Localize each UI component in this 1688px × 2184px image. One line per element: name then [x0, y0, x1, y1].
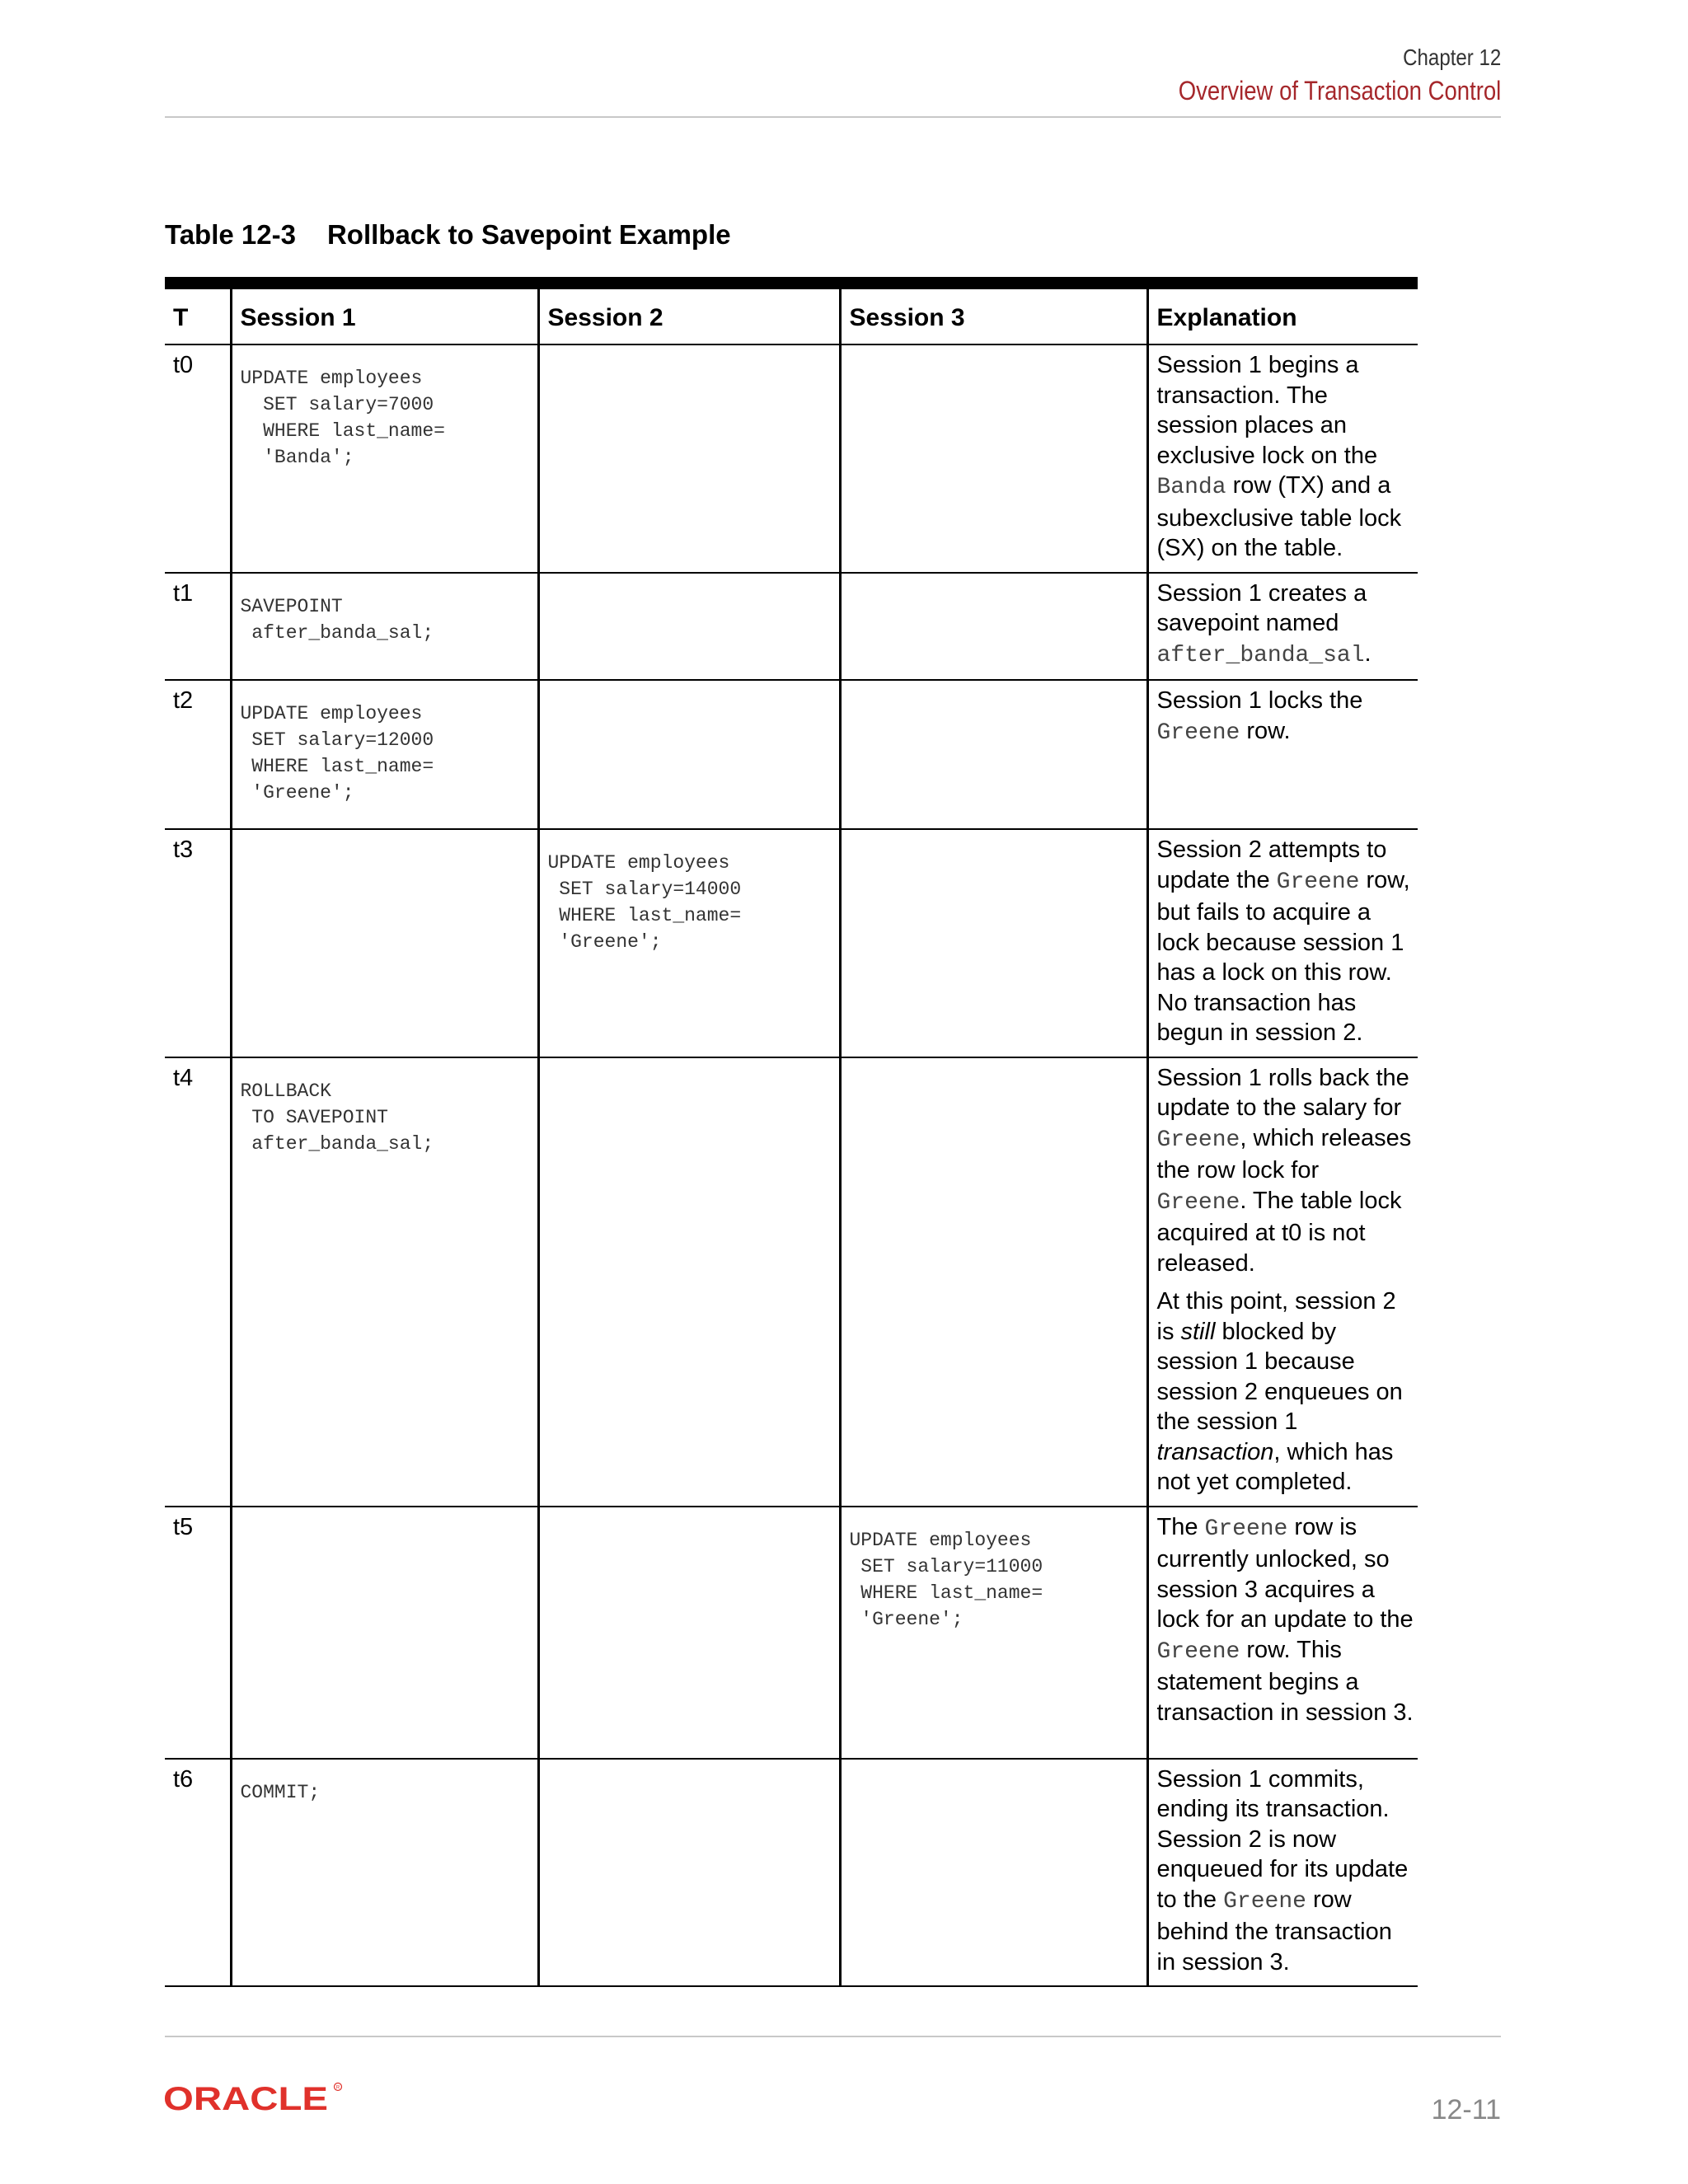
time-cell — [165, 573, 231, 681]
session-2-cell — [538, 1759, 840, 1987]
explanation-fragment: . The table lock acquired at t0 is not released. — [1156, 1187, 1402, 1277]
oracle-logo — [163, 2082, 345, 2116]
sql-code: ROLLBACK TO SAVEPOINT after_banda_sal; — [240, 1080, 434, 1155]
time-label: t1 — [173, 579, 194, 607]
header-divider — [165, 116, 1501, 118]
explanation-paragraph — [1157, 1765, 1415, 1978]
explanation-fragment: Session 2 attempts to update the — [1156, 837, 1387, 893]
time-cell — [165, 1057, 231, 1507]
session-3-cell — [840, 344, 1147, 573]
inline-code: Greene — [1223, 1888, 1306, 1915]
page-number: 12-11 — [1431, 2094, 1501, 2125]
inline-code: Greene — [1276, 869, 1360, 895]
session-3-cell — [840, 1057, 1147, 1507]
explanation-cell — [1147, 1057, 1418, 1507]
table-title-text: Rollback to Savepoint Example — [326, 219, 731, 250]
explanation-paragraph — [1157, 1063, 1415, 1279]
table-row — [165, 344, 1418, 573]
explanation-cell — [1147, 680, 1418, 829]
inline-code: Greene — [1156, 719, 1240, 746]
explanation-fragment: row (TX) and a subexclusive table lock (SX) on the table. — [1156, 472, 1402, 561]
time-cell — [165, 344, 231, 573]
session-2-cell — [538, 1057, 840, 1507]
time-cell — [165, 1759, 231, 1987]
explanation-fragment: Session 1 commits, ending its transaction. Session 2 is now enqueued for its update to the — [1156, 1765, 1409, 1913]
explanation-cell — [1147, 573, 1418, 681]
explanation-fragment: Session 1 begins a transaction. The session places an exclusive lock on the — [1156, 352, 1378, 469]
column-header-t: T — [165, 284, 231, 345]
explanation-cell — [1147, 829, 1418, 1057]
explanation-cell — [1147, 1507, 1418, 1759]
explanation-fragment: The — [1156, 1513, 1205, 1540]
column-header-session-2: Session 2 — [538, 284, 840, 345]
explanation-paragraph — [1157, 350, 1415, 564]
explanation-fragment: , which has not yet completed. — [1156, 1438, 1394, 1495]
time-label: t4 — [173, 1064, 194, 1091]
column-header-session-3: Session 3 — [840, 284, 1147, 345]
explanation-text — [1149, 1058, 1418, 1506]
session-1-cell — [231, 573, 538, 681]
sql-code: UPDATE employees SET salary=11000 WHERE last_name= 'Greene'; — [849, 1529, 1043, 1630]
explanation-fragment: row, but fails to acquire a lock because session 1 has a lock on this row. No transaction has begun in session 2. — [1156, 866, 1410, 1046]
table-row — [165, 680, 1418, 829]
footer-divider — [165, 2036, 1501, 2037]
rollback-table — [165, 277, 1418, 1987]
explanation-fragment: row. This statement begins a transaction in session 3. — [1156, 1636, 1414, 1726]
table-row — [165, 1507, 1418, 1759]
explanation-fragment: row. — [1240, 717, 1291, 744]
explanation-fragment: At this point, session 2 is — [1156, 1288, 1396, 1345]
sql-code: UPDATE employees SET salary=14000 WHERE last_name= 'Greene'; — [547, 852, 742, 953]
table-body — [165, 344, 1418, 1986]
explanation-text — [1149, 1507, 1418, 1736]
session-1-cell — [231, 1507, 538, 1759]
table-header-row — [165, 284, 1418, 345]
inline-code: Greene — [1156, 1638, 1240, 1665]
time-label: t3 — [173, 837, 194, 863]
explanation-text — [1149, 830, 1418, 1057]
time-cell — [165, 680, 231, 829]
explanation-fragment: Session 1 rolls back the update to the salary for — [1156, 1064, 1409, 1121]
session-3-cell — [840, 573, 1147, 681]
inline-code: after_banda_sal — [1156, 642, 1365, 668]
inline-code: Greene — [1156, 1189, 1240, 1216]
svg-text:R: R — [335, 2085, 340, 2091]
session-1-cell — [231, 344, 538, 573]
page-header — [1126, 43, 1501, 108]
session-3-cell — [840, 829, 1147, 1057]
time-label: t6 — [173, 1765, 194, 1793]
explanation-text — [1149, 681, 1418, 757]
session-1-cell — [231, 1057, 538, 1507]
table-row — [165, 1057, 1418, 1507]
inline-code: Greene — [1204, 1516, 1288, 1542]
time-cell — [165, 1507, 231, 1759]
explanation-fragment: blocked by session 1 because session 2 enqueues on the session 1 — [1156, 1318, 1403, 1435]
emphasis: still — [1180, 1318, 1216, 1345]
column-header-session-1: Session 1 — [231, 284, 538, 345]
explanation-cell — [1147, 1759, 1418, 1987]
column-header-explanation: Explanation — [1147, 284, 1418, 345]
explanation-text — [1149, 345, 1418, 572]
explanation-fragment: Session 1 locks the — [1156, 687, 1363, 714]
time-label: t0 — [173, 352, 194, 378]
session-1-cell — [231, 1759, 538, 1987]
session-2-cell — [538, 829, 840, 1057]
time-label: t2 — [173, 687, 194, 714]
table-row — [165, 1759, 1418, 1987]
table-row — [165, 573, 1418, 681]
explanation-cell — [1147, 344, 1418, 573]
session-1-cell — [231, 680, 538, 829]
explanation-fragment: row behind the transaction in session 3. — [1156, 1886, 1392, 1975]
explanation-paragraph — [1157, 579, 1415, 672]
session-1-cell — [231, 829, 538, 1057]
svg-text:ORACLE: ORACLE — [163, 2082, 328, 2116]
explanation-paragraph — [1157, 835, 1415, 1048]
explanation-text — [1149, 574, 1418, 680]
chapter-label: Chapter 12 — [1402, 45, 1501, 70]
sql-code: UPDATE employees SET salary=12000 WHERE last_name= 'Greene'; — [240, 703, 434, 804]
sql-code: SAVEPOINT after_banda_sal; — [240, 595, 434, 644]
session-2-cell — [538, 680, 840, 829]
session-2-cell — [538, 573, 840, 681]
sql-code: UPDATE employees SET salary=7000 WHERE last_name= 'Banda'; — [240, 368, 445, 468]
inline-code: Greene — [1156, 1127, 1240, 1153]
session-3-cell — [840, 1507, 1147, 1759]
explanation-paragraph — [1157, 1512, 1415, 1728]
table-number: Table 12-3 — [165, 219, 296, 250]
explanation-fragment: row is currently unlocked, so session 3 acquires a lock for an update to the — [1156, 1513, 1414, 1633]
emphasis: transaction — [1156, 1438, 1274, 1465]
sql-code: COMMIT; — [240, 1781, 321, 1803]
explanation-fragment: . — [1364, 640, 1372, 667]
explanation-text — [1149, 1760, 1418, 1986]
explanation-fragment: , which releases the row lock for — [1156, 1124, 1412, 1183]
session-2-cell — [538, 1507, 840, 1759]
inline-code: Banda — [1156, 475, 1226, 500]
explanation-paragraph — [1157, 686, 1415, 748]
explanation-paragraph — [1157, 1286, 1415, 1497]
session-3-cell — [840, 1759, 1147, 1987]
section-title: Overview of Transaction Control — [1178, 75, 1501, 105]
time-label: t5 — [173, 1513, 194, 1540]
time-cell — [165, 829, 231, 1057]
session-3-cell — [840, 680, 1147, 829]
session-2-cell — [538, 344, 840, 573]
table-caption — [165, 219, 731, 251]
table-row — [165, 829, 1418, 1057]
explanation-fragment: Session 1 creates a savepoint named — [1156, 579, 1367, 636]
